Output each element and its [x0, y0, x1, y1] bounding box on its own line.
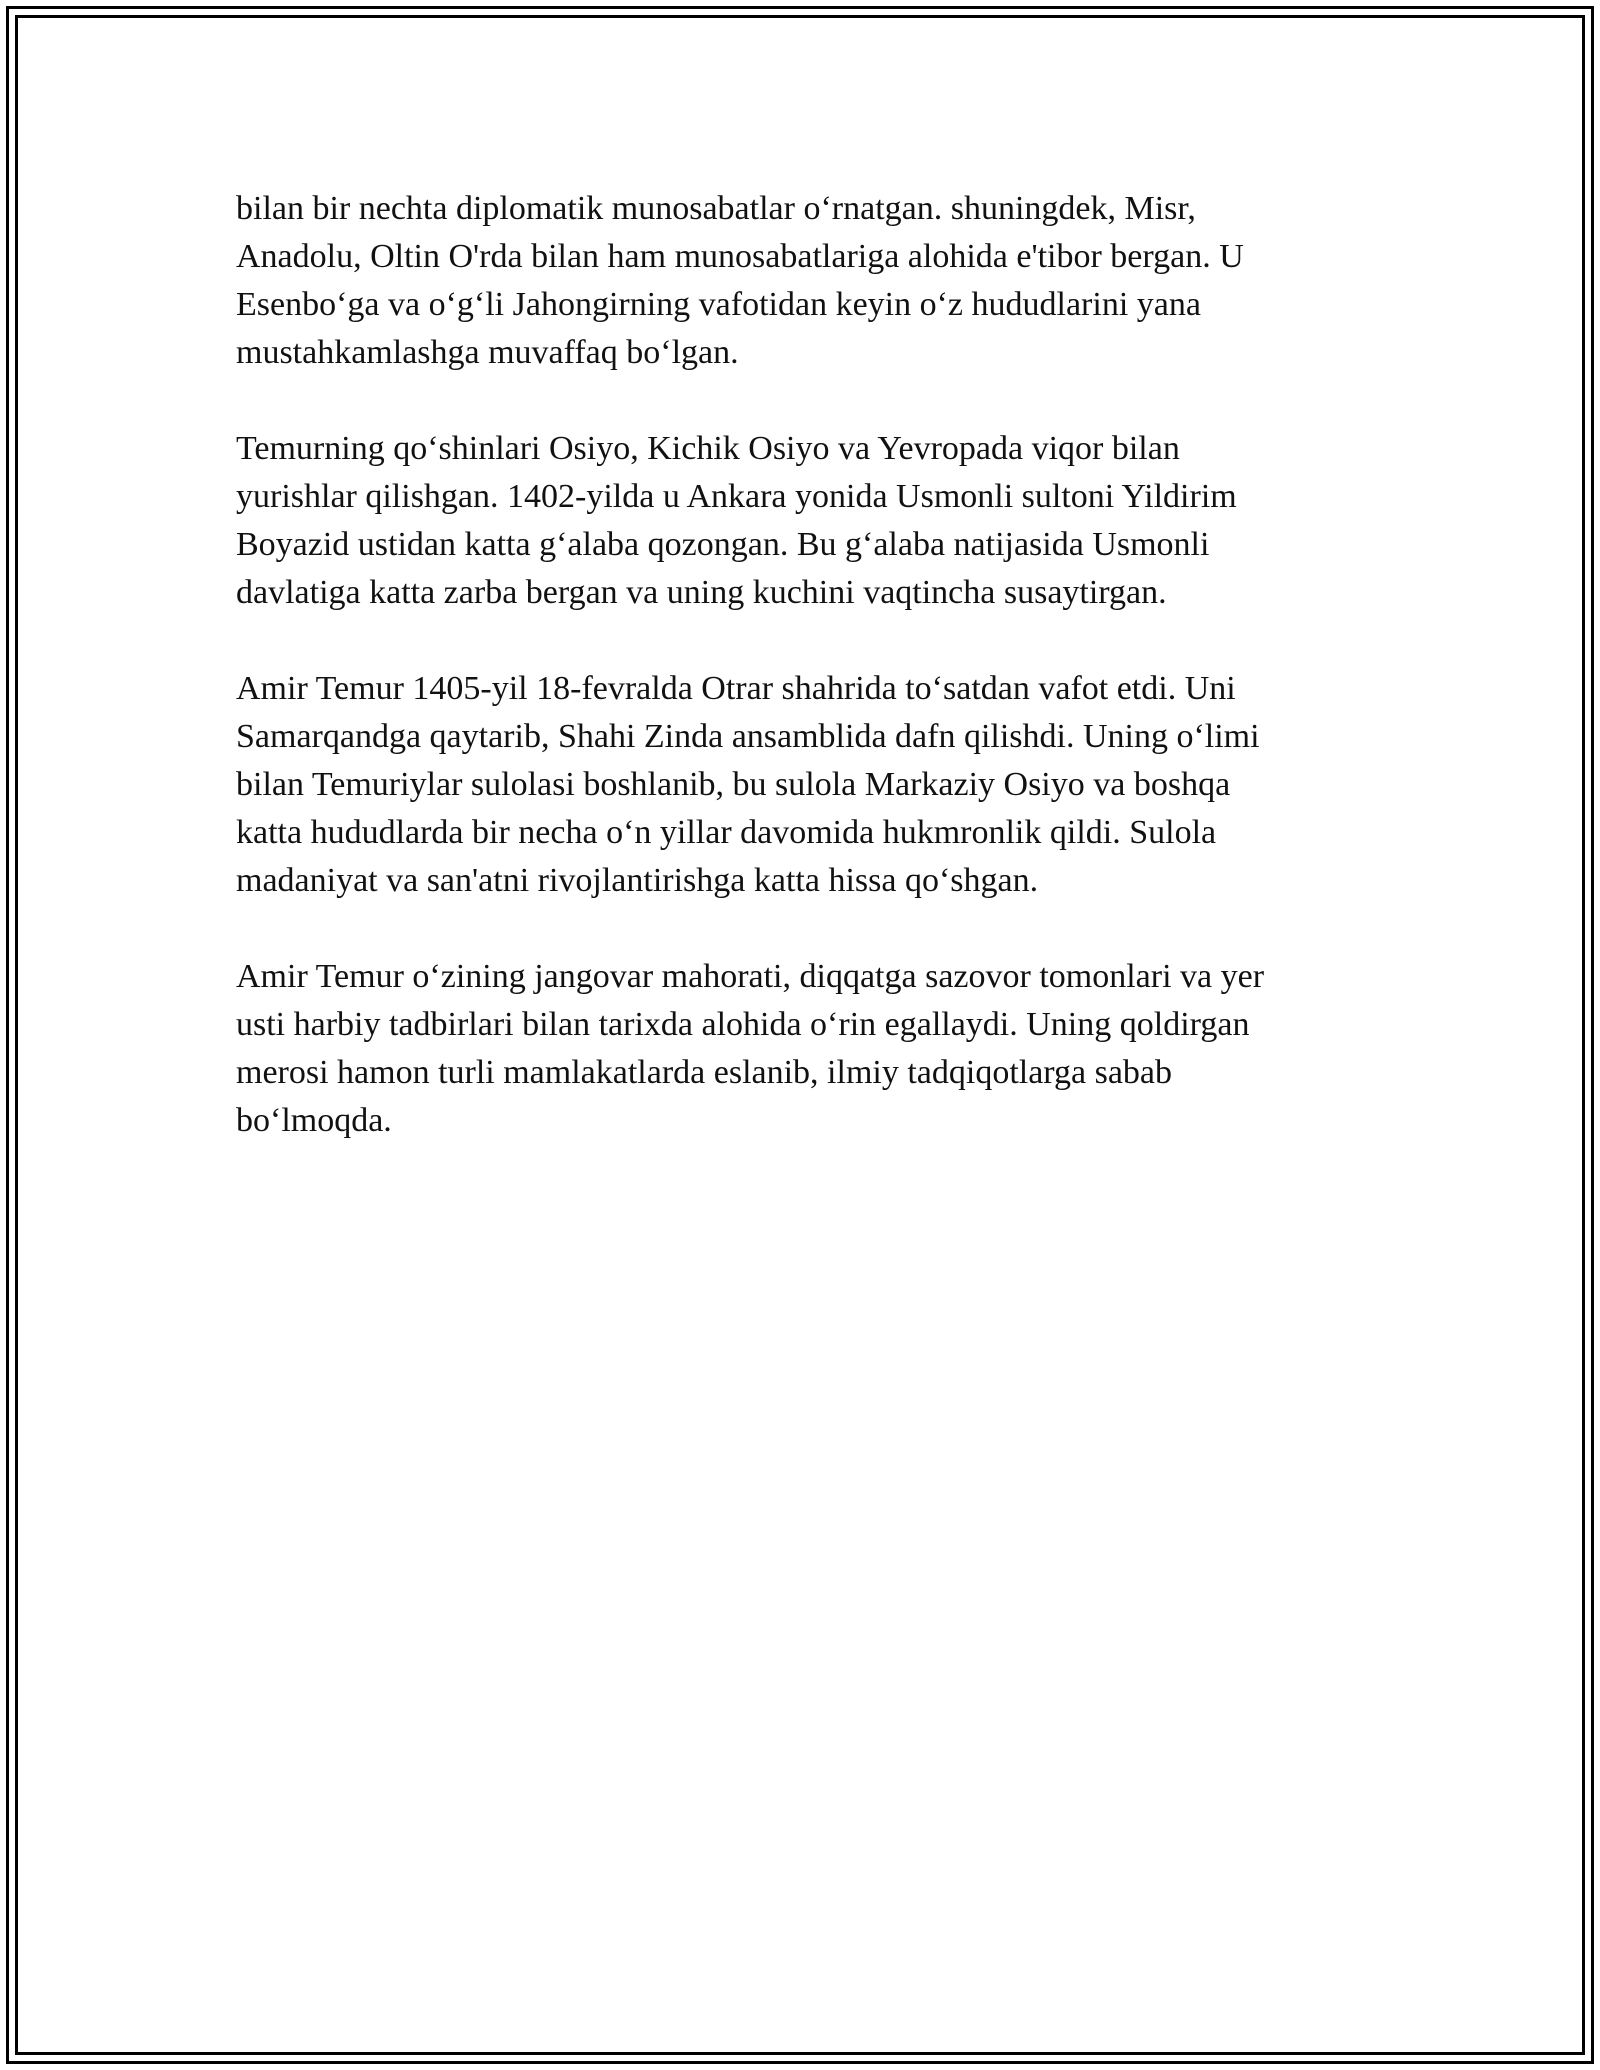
- paragraph-3: [236, 665, 1376, 905]
- text-line: merosi hamon turli mamlakatlarda eslanib, ilmiy tadqiqotlarga sabab: [236, 1054, 1173, 1091]
- text-line: katta hududlarda bir necha o‘n yillar davomida hukmronlik qildi. Sulola: [236, 814, 1217, 851]
- text-line: madaniyat va san'atni rivojlantirishga katta hissa qo‘shgan.: [236, 862, 1039, 899]
- text-line: Samarqandga qaytarib, Shahi Zinda ansamblida dafn qilishdi. Uning o‘limi: [236, 718, 1260, 755]
- text-line: usti harbiy tadbirlari bilan tarixda alohida o‘rin egallaydi. Uning qoldirgan: [236, 1006, 1250, 1043]
- text-line: mustahkamlashga muvaffaq bo‘lgan.: [236, 334, 739, 371]
- text-line: Boyazid ustidan katta g‘alaba qozongan. Bu g‘alaba natijasida Usmonli: [236, 526, 1210, 563]
- paragraph-2: [236, 425, 1376, 617]
- text-line: Amir Temur o‘zining jangovar mahorati, diqqatga sazovor tomonlari va yer: [236, 958, 1265, 995]
- document-body: [236, 185, 1376, 1193]
- text-line: bilan bir nechta diplomatik munosabatlar o‘rnatgan. shuningdek, Misr,: [236, 190, 1196, 227]
- text-line: bo‘lmoqda.: [236, 1102, 392, 1139]
- text-line: Esenbo‘ga va o‘g‘li Jahongirning vafotidan keyin o‘z hududlarini yana: [236, 286, 1201, 323]
- text-line: bilan Temuriylar sulolasi boshlanib, bu sulola Markaziy Osiyo va boshqa: [236, 766, 1231, 803]
- text-line: yurishlar qilishgan. 1402-yilda u Ankara yonida Usmonli sultoni Yildirim: [236, 478, 1237, 515]
- text-line: Amir Temur 1405-yil 18-fevralda Otrar shahrida to‘satdan vafot etdi. Uni: [236, 670, 1236, 707]
- paragraph-4: [236, 953, 1376, 1145]
- text-line: Anadolu, Oltin O'rda bilan ham munosabatlariga alohida e'tibor bergan. U: [236, 238, 1244, 275]
- text-line: Temurning qo‘shinlari Osiyo, Kichik Osiyo va Yevropada viqor bilan: [236, 430, 1180, 467]
- text-line: davlatiga katta zarba bergan va uning kuchini vaqtincha susaytirgan.: [236, 574, 1167, 611]
- paragraph-1: [236, 185, 1376, 377]
